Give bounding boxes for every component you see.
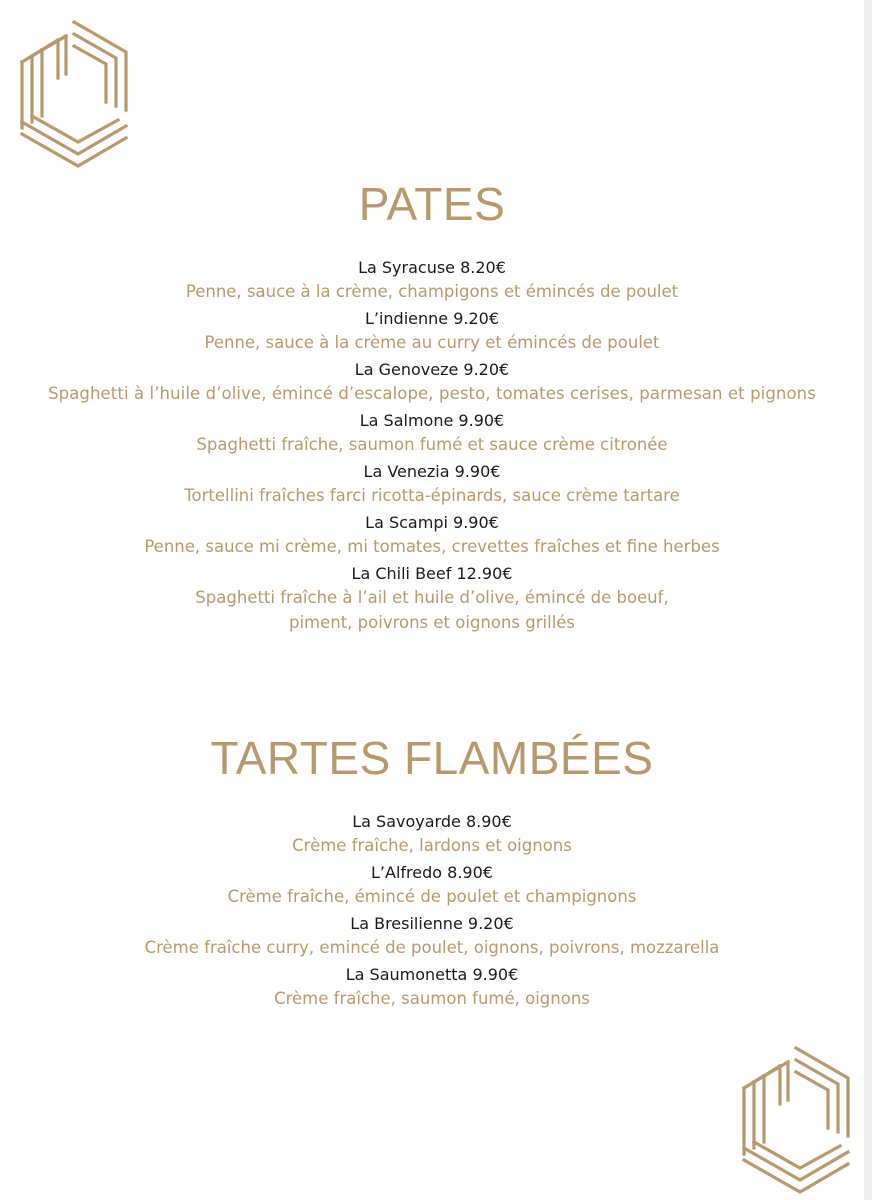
menu-item — [0, 307, 864, 355]
item-header — [0, 562, 864, 585]
item-name: La Genoveze — [354, 360, 459, 379]
item-name: La Bresilienne — [350, 914, 463, 933]
item-header — [0, 861, 864, 884]
item-name: La Chili Beef — [351, 564, 452, 583]
item-price: 12.90€ — [456, 564, 513, 583]
item-description: Spaghetti fraîche à l’ail et huile d’olive, émincé de boeuf, piment, poivrons et oignons grillés — [195, 588, 669, 632]
item-description: Penne, sauce mi crème, mi tomates, crevettes fraîches et fine herbes — [144, 537, 720, 556]
item-header — [0, 307, 864, 330]
section-title-pates: PATES — [358, 178, 506, 230]
item-price: 8.90€ — [447, 863, 493, 882]
item-description: Penne, sauce à la crème au curry et émincés de poulet — [204, 333, 660, 352]
item-price: 9.20€ — [467, 914, 514, 933]
item-name: L’indienne — [364, 309, 449, 328]
item-name: La Saumonetta — [345, 965, 468, 984]
item-price: 9.20€ — [453, 309, 500, 328]
menu-item — [0, 963, 864, 1011]
item-price: 9.90€ — [472, 965, 519, 984]
item-description: Spaghetti à l’huile d’olive, émincé d’escalope, pesto, tomates cerises, parmesan et pignons — [48, 384, 816, 403]
item-header — [0, 912, 864, 935]
item-price: 8.20€ — [460, 258, 506, 277]
item-name: La Syracuse — [358, 258, 456, 277]
menu-item — [0, 511, 864, 559]
item-description: Crème fraîche curry, emincé de poulet, oignons, poivrons, mozzarella — [144, 938, 720, 957]
item-header — [0, 963, 864, 986]
menu-item — [0, 861, 864, 909]
item-name: La Scampi — [365, 513, 448, 532]
item-price: 8.90€ — [465, 812, 512, 831]
menu-list-pates — [0, 256, 864, 638]
item-price: 9.90€ — [458, 411, 505, 430]
menu-item — [0, 409, 864, 457]
item-header — [0, 409, 864, 432]
menu-item — [0, 912, 864, 960]
item-header — [0, 358, 864, 381]
hexagon-lines-logo-icon — [18, 18, 130, 174]
menu-list-tartes-flambees — [0, 810, 864, 1014]
item-header — [0, 511, 864, 534]
item-name: La Venezia — [363, 462, 450, 481]
item-name: La Savoyarde — [352, 812, 461, 831]
item-header — [0, 810, 864, 833]
item-header — [0, 256, 864, 279]
item-description: Tortellini fraîches farci ricotta-épinards, sauce crème tartare — [184, 486, 680, 505]
item-description: Penne, sauce à la crème, champigons et émincés de poulet — [185, 282, 679, 301]
menu-item — [0, 358, 864, 406]
item-description: Crème fraîche, émincé de poulet et champignons — [227, 887, 637, 906]
menu-item — [0, 810, 864, 858]
item-price: 9.20€ — [463, 360, 510, 379]
item-price: 9.90€ — [454, 462, 501, 481]
item-price: 9.90€ — [453, 513, 499, 532]
item-description: Crème fraîche, lardons et oignons — [292, 836, 572, 855]
menu-item — [0, 256, 864, 304]
item-description: Crème fraîche, saumon fumé, oignons — [274, 989, 590, 1008]
menu-item — [0, 562, 864, 635]
item-name: La Salmone — [359, 411, 454, 430]
item-name: L’Alfredo — [371, 863, 443, 882]
menu-item — [0, 460, 864, 508]
item-header — [0, 460, 864, 483]
item-description: Spaghetti fraîche, saumon fumé et sauce crème citronée — [196, 435, 668, 454]
section-title-tartes-flambees: TARTES FLAMBÉES — [210, 732, 654, 784]
hexagon-lines-logo-icon — [740, 1044, 852, 1200]
